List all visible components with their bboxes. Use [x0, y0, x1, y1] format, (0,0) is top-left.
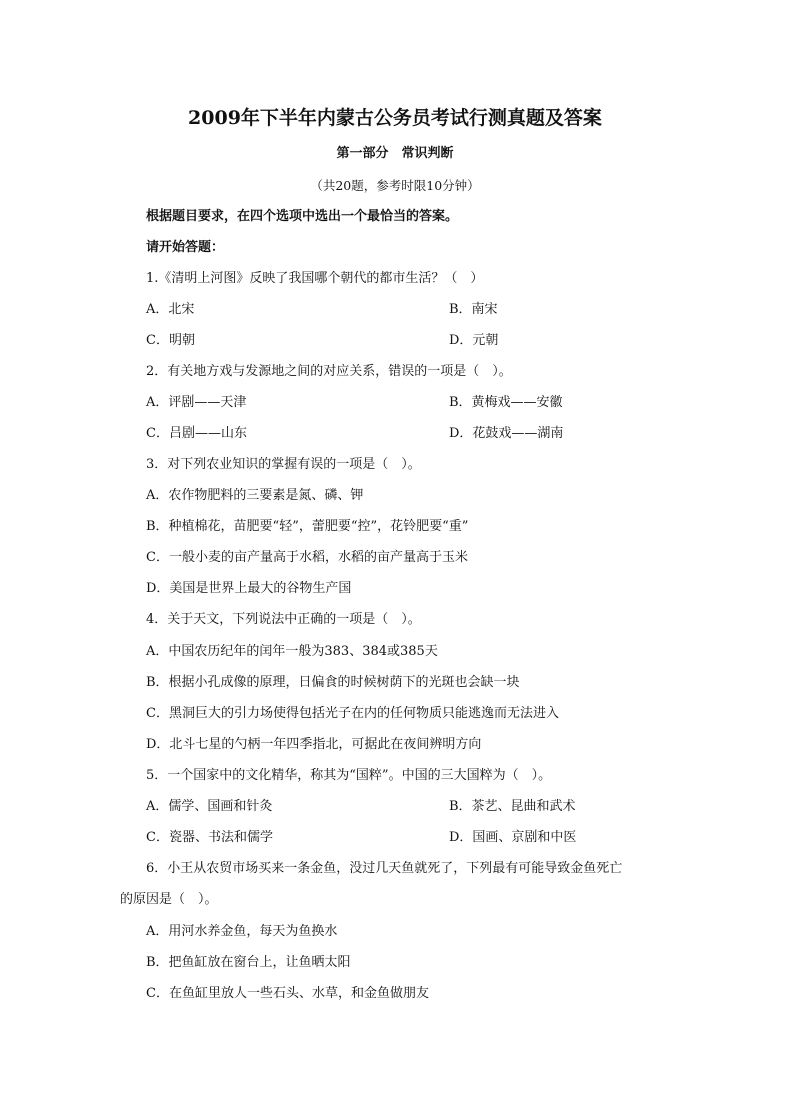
- question-3-option-a: A．农作物肥料的三要素是氮、磷、钾: [146, 488, 364, 503]
- question-6-option-c: C．在鱼缸里放人一些石头、水草，和金鱼做朋友: [146, 986, 429, 1001]
- question-6-stem-line-2: 的原因是（ ）。: [120, 892, 218, 907]
- question-3-option-d: D．美国是世界上最大的谷物生产国: [146, 581, 352, 596]
- question-3-stem: 3．对下列农业知识的掌握有误的一项是（ ）。: [146, 457, 421, 472]
- question-1-option-c: C．明朝: [146, 333, 195, 348]
- question-1-option-d: D．元朝: [449, 333, 499, 348]
- question-5-option-d: D．国画、京剧和中医: [449, 830, 577, 845]
- question-3-option-c: C．一般小麦的亩产量高于水稻，水稻的亩产量高于玉米: [146, 550, 468, 565]
- question-4-option-d: D．北斗七星的勺柄一年四季指北，可据此在夜间辨明方向: [146, 737, 482, 752]
- question-4-option-a: A．中国农历纪年的闰年一般为383、384或385天: [146, 644, 438, 659]
- document-title: 2009年下半年内蒙古公务员考试行测真题及答案: [188, 107, 602, 129]
- question-4-option-c: C．黑洞巨大的引力场使得包括光子在内的任何物质只能逃逸而无法进入: [146, 706, 559, 721]
- question-4-stem: 4．关于天文，下列说法中正确的一项是（ ）。: [146, 612, 421, 627]
- question-5-stem: 5．一个国家中的文化精华，称其为“国粹”。中国的三大国粹为（ ）。: [146, 768, 552, 783]
- question-5-option-b: B．茶艺、昆曲和武术: [449, 799, 576, 814]
- question-4-option-b: B．根据小孔成像的原理，日偏食的时候树荫下的光斑也会缺一块: [146, 675, 520, 690]
- question-1-option-b: B．南宋: [449, 302, 498, 317]
- question-6-option-b: B．把鱼缸放在窗台上，让鱼晒太阳: [146, 955, 351, 970]
- question-6-option-a: A．用河水养金鱼，每天为鱼换水: [146, 924, 338, 939]
- question-2-option-b: B．黄梅戏——安徽: [449, 395, 563, 410]
- instruction-text: 根据题目要求，在四个选项中选出一个最恰当的答案。: [146, 209, 459, 224]
- question-1-option-a: A．北宋: [146, 302, 195, 317]
- question-6-stem-line-1: 6．小王从农贸市场买来一条金鱼，没过几天鱼就死了，下列最有可能导致金鱼死亡: [146, 861, 623, 876]
- question-5-option-a: A．儒学、国画和针灸: [146, 799, 273, 814]
- start-prompt: 请开始答题：: [146, 240, 225, 255]
- question-5-option-c: C．瓷器、书法和儒学: [146, 830, 273, 845]
- question-2-option-d: D．花鼓戏——湖南: [449, 426, 564, 441]
- question-2-stem: 2．有关地方戏与发源地之间的对应关系，错误的一项是（ ）。: [146, 364, 512, 379]
- section-title: 第一部分 常识判断: [336, 146, 454, 161]
- question-2-option-c: C．吕剧——山东: [146, 426, 247, 441]
- question-2-option-a: A．评剧——天津: [146, 395, 247, 410]
- question-1-stem: 1.《清明上河图》反映了我国哪个朝代的都市生活？（ ）: [146, 271, 484, 286]
- section-subtitle: （共20题，参考时限10分钟）: [310, 178, 480, 193]
- question-3-option-b: B．种植棉花，苗肥要“轻”，蕾肥要“控”，花铃肥要“重”: [146, 519, 469, 534]
